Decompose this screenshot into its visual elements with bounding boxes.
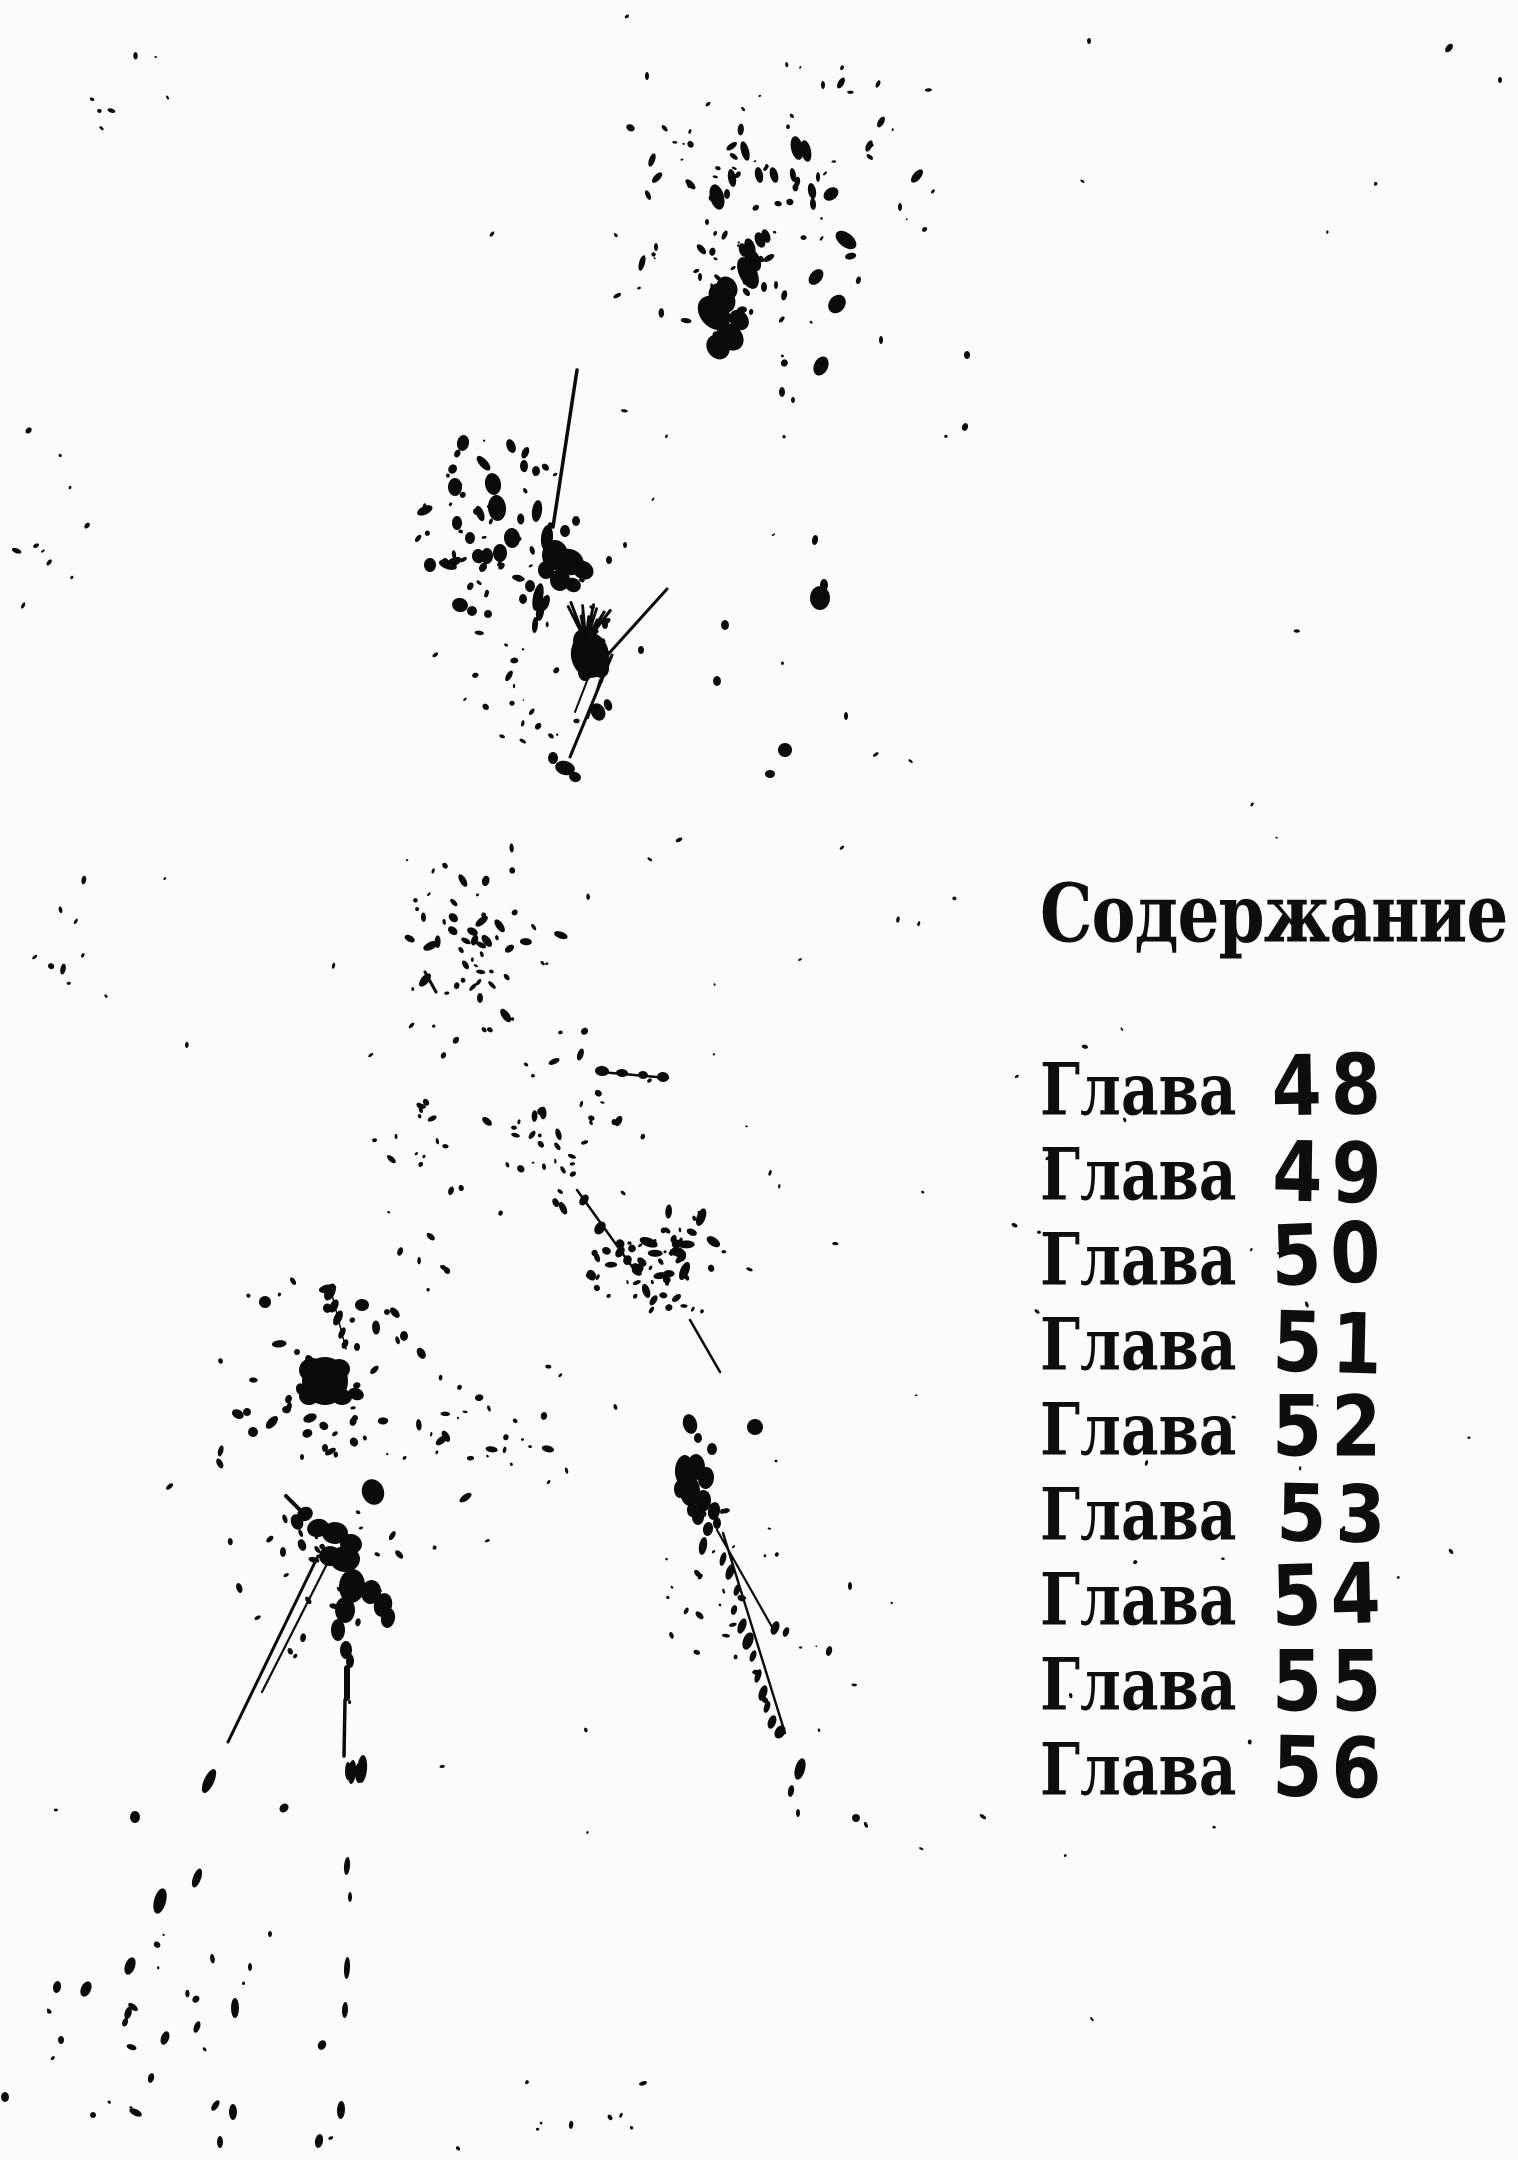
chapter-label: Глава [1040,1472,1237,1557]
chapter-number: 49 [1271,1122,1392,1223]
table-of-contents [1040,866,1508,1818]
chapter-label: Глава [1040,1727,1237,1812]
toc-entry [1040,1717,1394,1818]
chapter-label: Глава [1040,1217,1237,1302]
toc-entry [1040,1202,1394,1306]
chapter-label: Глава [1040,1302,1237,1387]
chapter-number: 50 [1269,1202,1391,1306]
chapter-number: 51 [1271,1292,1392,1394]
chapter-number: 53 [1275,1466,1396,1562]
chapter-number: 55 [1272,1632,1391,1731]
chapter-label: Глава [1040,1387,1237,1472]
chapter-label: Глава [1040,1047,1237,1132]
chapter-number: 52 [1272,1377,1391,1476]
chapter-number: 48 [1270,1035,1391,1136]
chapter-label: Глава [1040,1557,1237,1642]
chapter-label: Глава [1040,1642,1237,1727]
chapter-list [1040,1035,1396,1818]
toc-entry [1040,1377,1394,1476]
toc-entry [1040,1292,1394,1394]
toc-entry [1040,1035,1394,1136]
chapter-number: 54 [1270,1544,1391,1646]
contents-title: Содержание [1040,866,1508,962]
chapter-label: Глава [1040,1132,1237,1217]
toc-entry [1040,1544,1394,1646]
chapter-number: 56 [1271,1717,1392,1818]
toc-entry [1040,1632,1394,1731]
